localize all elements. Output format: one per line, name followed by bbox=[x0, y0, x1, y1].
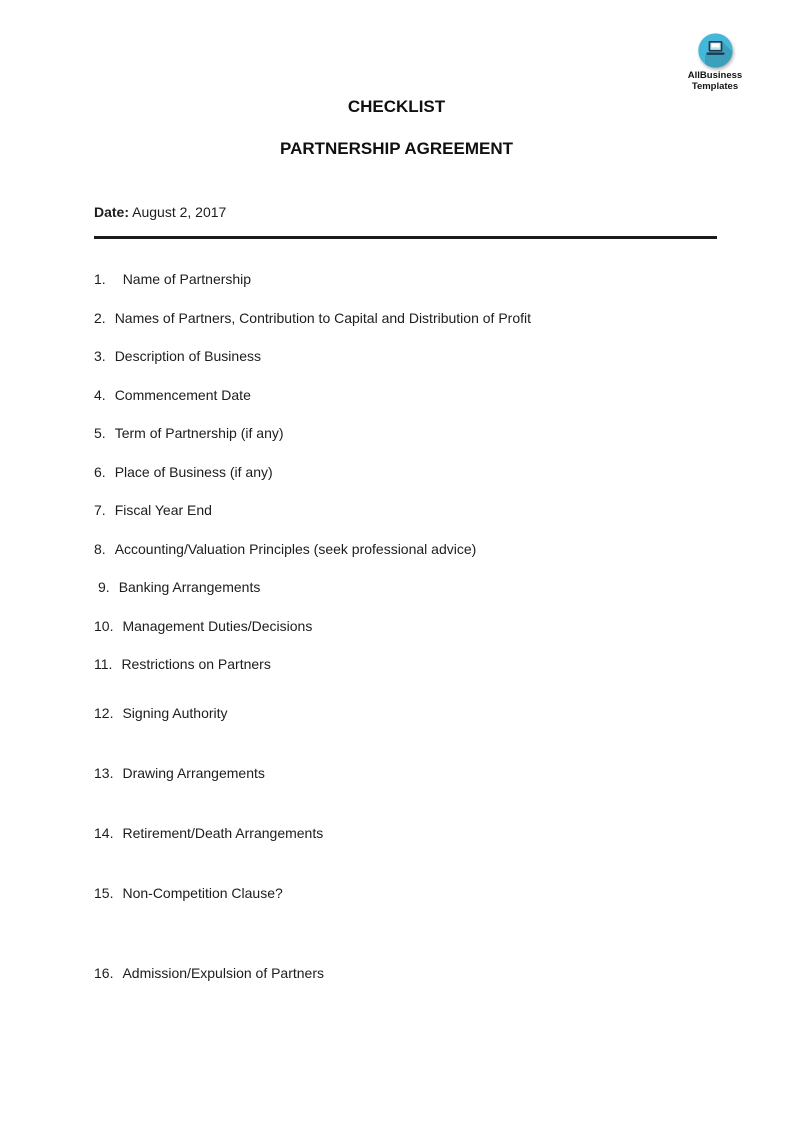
item-number: 15. bbox=[94, 885, 114, 901]
item-number: 8. bbox=[94, 540, 106, 557]
item-text: Management Duties/Decisions bbox=[122, 617, 313, 634]
item-text: Retirement/Death Arrangements bbox=[122, 825, 324, 841]
checklist-item bbox=[94, 347, 793, 365]
item-text: Banking Arrangements bbox=[118, 579, 261, 595]
document-subtitle: PARTNERSHIP AGREEMENT bbox=[280, 139, 513, 158]
checklist-item bbox=[98, 578, 793, 596]
item-number: 16. bbox=[94, 965, 114, 981]
date-line bbox=[94, 203, 793, 221]
item-text: Fiscal Year End bbox=[114, 502, 212, 518]
item-text: Commencement Date bbox=[114, 386, 251, 403]
item-number: 10. bbox=[94, 617, 114, 634]
item-number: 7. bbox=[94, 502, 106, 518]
checklist bbox=[0, 270, 793, 982]
brand-name bbox=[666, 70, 764, 92]
item-text: Name of Partnership bbox=[122, 271, 252, 287]
item-number: 4. bbox=[94, 386, 106, 403]
brand-name-line1: AllBusiness bbox=[687, 70, 743, 81]
item-number: 6. bbox=[94, 463, 106, 480]
item-text: Signing Authority bbox=[122, 705, 228, 721]
date-label: Date: bbox=[94, 204, 130, 220]
item-text: Names of Partners, Contribution to Capital and Distribution of Profit bbox=[114, 309, 531, 326]
checklist-item bbox=[94, 463, 793, 481]
laptop-icon bbox=[666, 32, 764, 69]
checklist-item bbox=[94, 884, 793, 902]
item-text: Place of Business (if any) bbox=[114, 463, 273, 480]
brand-logo bbox=[666, 32, 764, 92]
checklist-item bbox=[94, 964, 793, 982]
checklist-item bbox=[94, 424, 793, 442]
checklist-item bbox=[94, 617, 793, 635]
document-title: CHECKLIST bbox=[347, 97, 446, 116]
checklist-item bbox=[94, 704, 793, 722]
item-text: Description of Business bbox=[114, 348, 261, 364]
checklist-item bbox=[94, 824, 793, 842]
item-number: 14. bbox=[94, 825, 114, 841]
item-number: 1. bbox=[94, 271, 106, 287]
item-text: Drawing Arrangements bbox=[122, 765, 265, 781]
checklist-item bbox=[94, 655, 793, 673]
item-number: 3. bbox=[94, 348, 106, 364]
checklist-item bbox=[94, 764, 793, 782]
item-number: 5. bbox=[94, 425, 106, 441]
date-value: August 2, 2017 bbox=[132, 204, 227, 220]
item-number: 12. bbox=[94, 705, 114, 721]
checklist-item bbox=[94, 386, 793, 404]
item-number: 13. bbox=[94, 765, 114, 781]
brand-name-line2: Templates bbox=[691, 81, 739, 93]
item-text: Term of Partnership (if any) bbox=[114, 425, 284, 441]
item-number: 11. bbox=[94, 656, 113, 672]
item-number: 9. bbox=[98, 579, 110, 595]
item-text: Accounting/Valuation Principles (seek professional advice) bbox=[114, 540, 477, 557]
item-text: Restrictions on Partners bbox=[121, 656, 271, 672]
checklist-item bbox=[94, 501, 793, 519]
item-text: Admission/Expulsion of Partners bbox=[122, 965, 325, 981]
checklist-item bbox=[94, 270, 793, 288]
divider bbox=[94, 236, 717, 239]
item-number: 2. bbox=[94, 309, 106, 326]
checklist-item bbox=[94, 309, 793, 327]
item-text: Non-Competition Clause? bbox=[122, 885, 283, 901]
checklist-item bbox=[94, 540, 793, 558]
